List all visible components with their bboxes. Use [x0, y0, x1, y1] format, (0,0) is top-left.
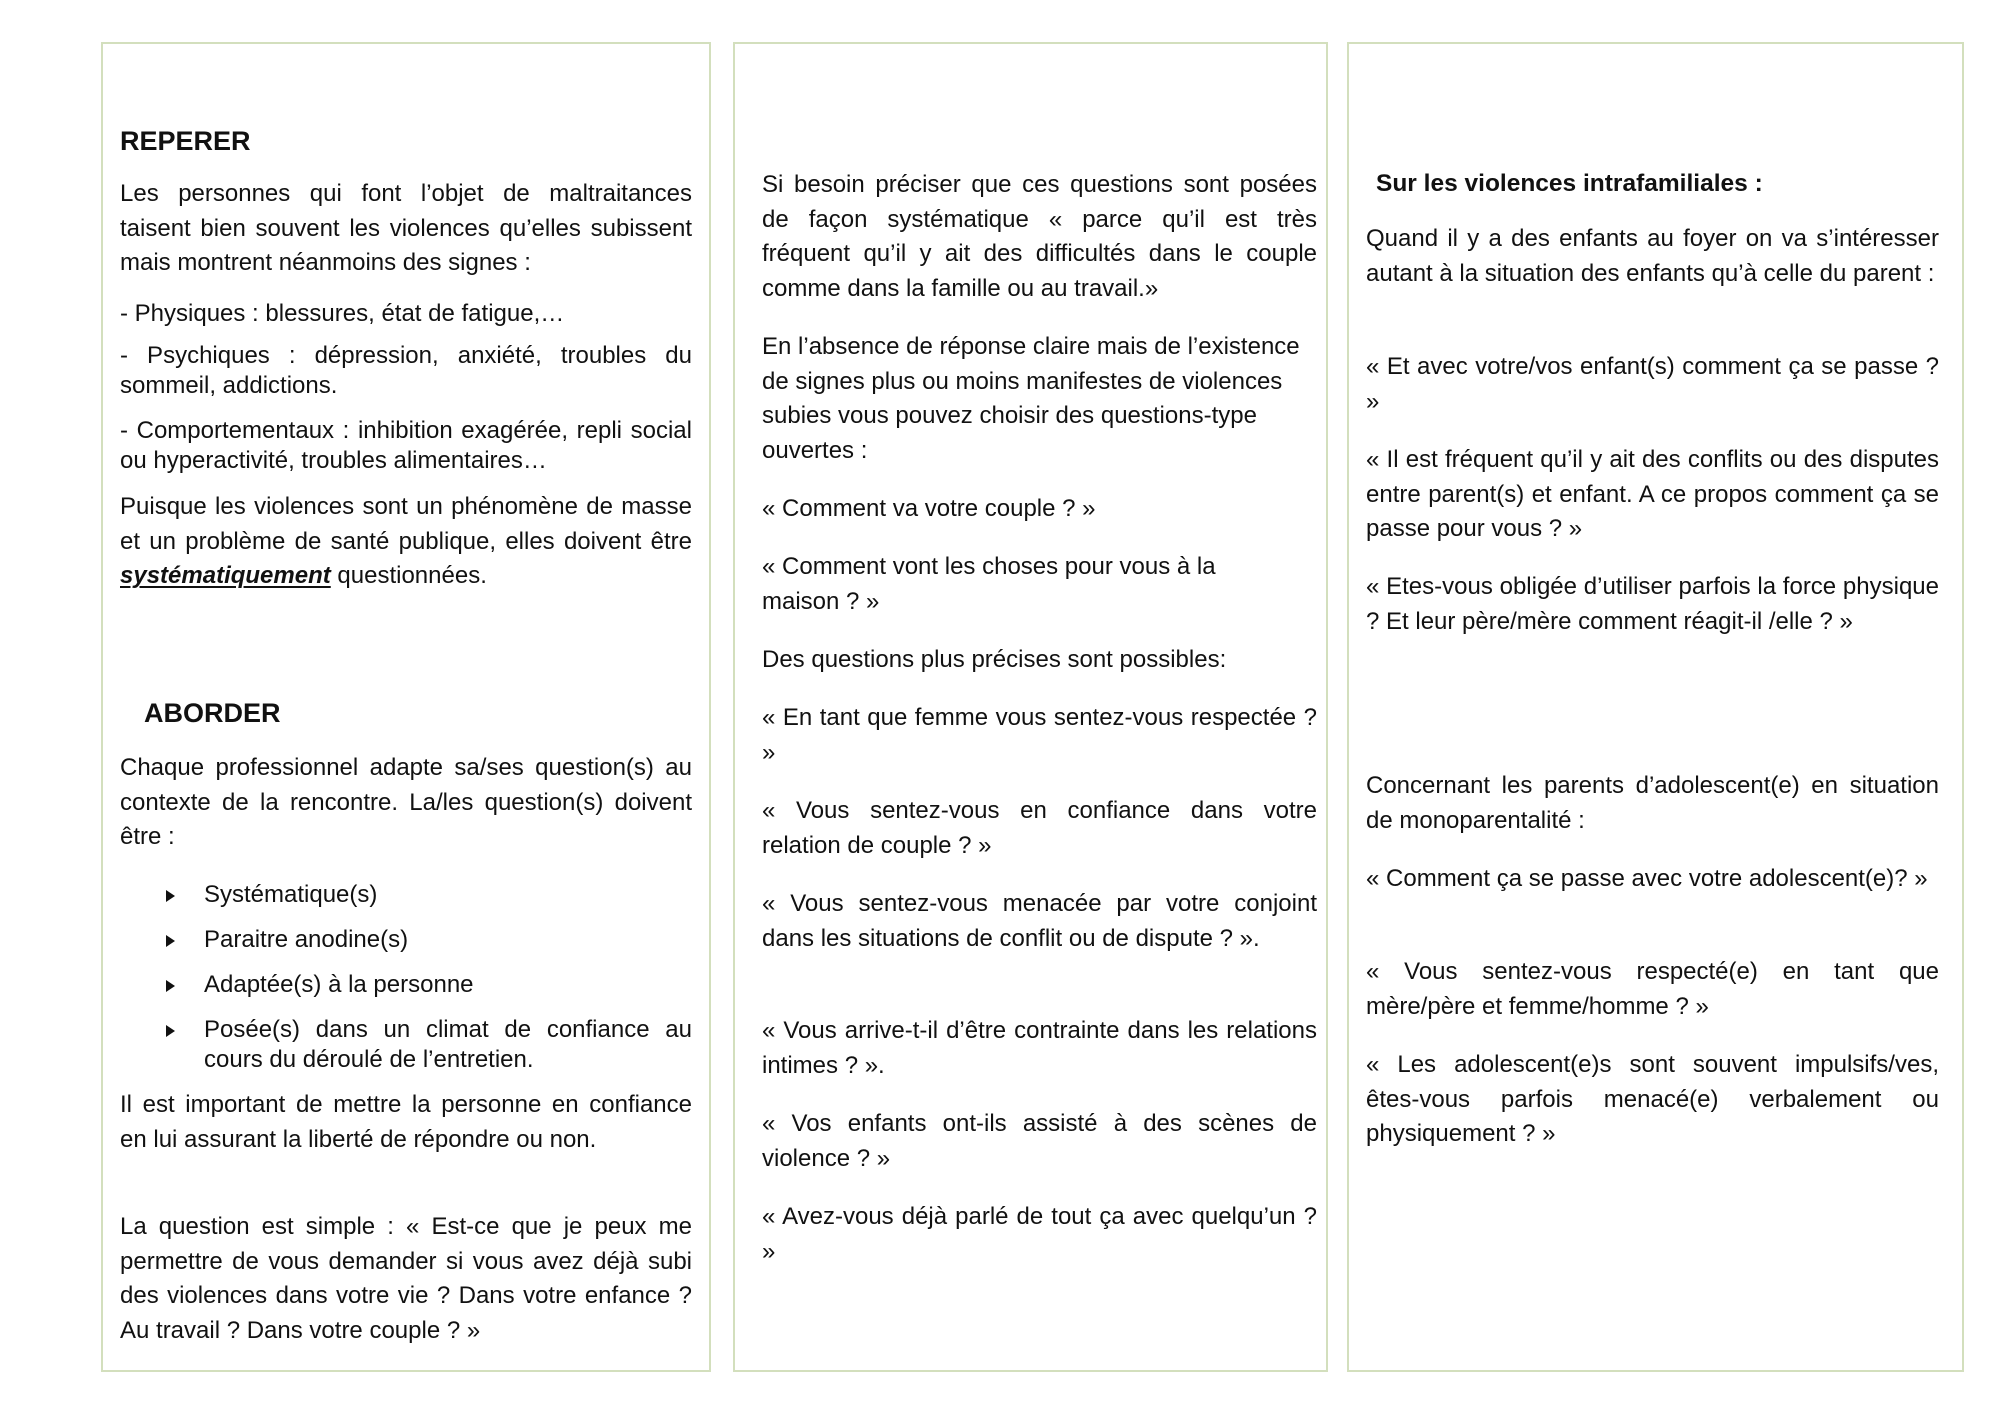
triangle-bullet-icon [166, 890, 175, 902]
question-paragraph: « Vos enfants ont-ils assisté à des scènes de violence ? » [762, 1110, 1317, 1172]
reperer-intro: Les personnes qui font l’objet de maltraitances taisent bien souvent les violences qu’elles subissent mais montrent néanmoins des signes : [120, 180, 692, 277]
heading-violences-intrafamiliales: Sur les violences intrafamiliales : [1376, 170, 1763, 197]
aborder-confidence: Il est important de mettre la personne en confiance en lui assurant la liberté de répondre ou non. [120, 1091, 692, 1153]
heading-aborder: ABORDER [144, 698, 281, 728]
question-paragraph: « Vous sentez-vous menacée par votre conjoint dans les situations de conflit ou de dispute ? ». [762, 890, 1317, 952]
intrafam-paragraph: « Les adolescent(e)s sont souvent impulsifs/ves, êtes-vous parfois menacé(e) verbalement ou physiquement ? » [1366, 1051, 1939, 1148]
question-paragraph: « En tant que femme vous sentez-vous respectée ? » [762, 704, 1317, 766]
sign-comportementaux: - Comportementaux : inhibition exagérée, repli social ou hyperactivité, troubles alimentaires… [120, 417, 692, 474]
reperer-conclusion [120, 490, 692, 594]
heading-reperer: REPERER [120, 126, 251, 156]
conclusion-emphasis: systématiquement [120, 562, 331, 590]
bullet-item [120, 970, 692, 1000]
question-paragraph: « Vous arrive-t-il d’être contrainte dans les relations intimes ? ». [762, 1017, 1317, 1079]
bullet-item [120, 880, 692, 910]
triangle-bullet-icon [166, 1025, 175, 1037]
bullet-item [120, 1015, 692, 1075]
bullet-text: Paraitre anodine(s) [204, 926, 409, 953]
bullet-text: Systématique(s) [204, 881, 378, 908]
intrafam-paragraph: « Vous sentez-vous respecté(e) en tant que mère/père et femme/homme ? » [1366, 958, 1939, 1020]
question-paragraph: Des questions plus précises sont possibles: [762, 646, 1227, 673]
conclusion-text-after: questionnées. [330, 562, 487, 590]
bullet-text: Adaptée(s) à la personne [204, 971, 474, 998]
intrafam-paragraph: « Il est fréquent qu’il y ait des conflits ou des disputes entre parent(s) et enfant. A ce propos comment ça se passe pour vous ? » [1366, 446, 1939, 543]
panel-questions [733, 42, 1328, 1372]
conclusion-text-before: Puisque les violences sont un phénomène de masse et un problème de santé publique, elles doivent être [120, 493, 692, 555]
intrafam-paragraph: Concernant les parents d’adolescent(e) en situation de monoparentalité : [1366, 772, 1939, 834]
bullet-item [120, 925, 692, 955]
sign-psychiques: - Psychiques : dépression, anxiété, troubles du sommeil, addictions. [120, 342, 692, 399]
panel-intrafamiliales [1347, 42, 1964, 1372]
question-paragraph: Si besoin préciser que ces questions sont posées de façon systématique « parce qu’il est très fréquent qu’il y ait des difficultés dans le couple comme dans la famille ou au travail.» [762, 171, 1317, 303]
triangle-bullet-icon [166, 935, 175, 947]
triangle-bullet-icon [166, 980, 175, 992]
aborder-bullet-list [120, 880, 692, 1090]
intrafam-paragraph: « Et avec votre/vos enfant(s) comment ça se passe ? » [1366, 353, 1939, 415]
question-paragraph: En l’absence de réponse claire mais de l’existence de signes plus ou moins manifestes de violences subies vous pouvez choisir des questions-type ouvertes : [762, 333, 1300, 465]
sign-physiques: - Physiques : blessures, état de fatigue,… [120, 300, 565, 327]
question-paragraph: « Avez-vous déjà parlé de tout ça avec quelqu’un ? » [762, 1203, 1317, 1265]
aborder-simple-question: La question est simple : « Est-ce que je peux me permettre de vous demander si vous avez déjà subi des violences dans votre vie ? Dans votre enfance ? Au travail ? Dans votre couple ? » [120, 1213, 692, 1345]
question-paragraph: « Comment vont les choses pour vous à la maison ? » [762, 553, 1216, 615]
intrafam-paragraph: « Etes-vous obligée d’utiliser parfois la force physique ? Et leur père/mère comment réagit-il /elle ? » [1366, 573, 1939, 635]
bullet-text: Posée(s) dans un climat de confiance au cours du déroulé de l’entretien. [204, 1016, 692, 1073]
panel-reperer-aborder [101, 42, 711, 1372]
question-paragraph: « Vous sentez-vous en confiance dans votre relation de couple ? » [762, 797, 1317, 859]
question-paragraph: « Comment va votre couple ? » [762, 495, 1096, 522]
intrafam-paragraph: « Comment ça se passe avec votre adolescent(e)? » [1366, 865, 1928, 892]
intrafam-paragraph: Quand il y a des enfants au foyer on va s’intéresser autant à la situation des enfants qu’à celle du parent : [1366, 225, 1939, 287]
aborder-intro: Chaque professionnel adapte sa/ses question(s) au contexte de la rencontre. La/les question(s) doivent être : [120, 754, 692, 851]
